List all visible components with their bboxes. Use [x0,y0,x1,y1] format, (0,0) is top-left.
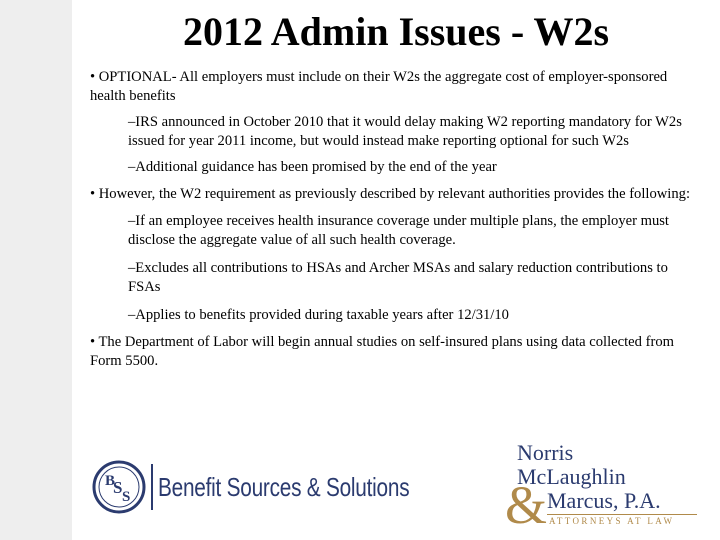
bullet-level-2: –IRS announced in October 2010 that it would delay making W2 reporting mandatory for W2s issued for year 2011 income, but would instead make reporting optional for such W2s [128,114,682,149]
slide-title: 2012 Admin Issues - W2s [182,9,610,54]
bss-emblem-icon [92,460,146,514]
firm-tagline: ATTORNEYS AT LAW [549,516,675,526]
svg-text:S: S [122,489,131,505]
norris-mclaughlin-logo [505,438,705,533]
bullet-level-2: –Additional guidance has been promised by the end of the year [128,159,497,175]
svg-text:S: S [113,478,123,497]
svg-text:B: B [105,473,116,489]
logo-rule [547,514,697,515]
bullet-level-2: –If an employee receives health insurance coverage under multiple plans, the employer must disclose the aggregate value of all such health coverage. [128,213,669,248]
firm-name-line-3: Marcus, P.A. [547,488,661,513]
bullet-level-1: • However, the W2 requirement as previously described by relevant authorities provides the following: [90,186,690,202]
benefit-sources-logo [92,460,410,514]
bullet-level-2: –Excludes all contributions to HSAs and Archer MSAs and salary reduction contributions to FSAs [128,260,668,295]
bullet-level-1: • OPTIONAL- All employers must include on their W2s the aggregate cost of employer-sponsored health benefits [90,69,668,104]
firm-name-line-1: Norris [517,440,574,465]
slide-body [90,68,700,371]
bss-logo-name: Benefit Sources & Solutions [158,472,410,502]
firm-name-line-2: McLaughlin [517,464,626,489]
bullet-level-2: –Applies to benefits provided during taxable years after 12/31/10 [128,307,509,323]
bullet-level-1: • The Department of Labor will begin annual studies on self-insured plans using data collected from Form 5500. [90,334,674,369]
ampersand-glyph: & [505,475,548,535]
left-margin-band [0,0,72,540]
logo-divider [151,464,153,510]
